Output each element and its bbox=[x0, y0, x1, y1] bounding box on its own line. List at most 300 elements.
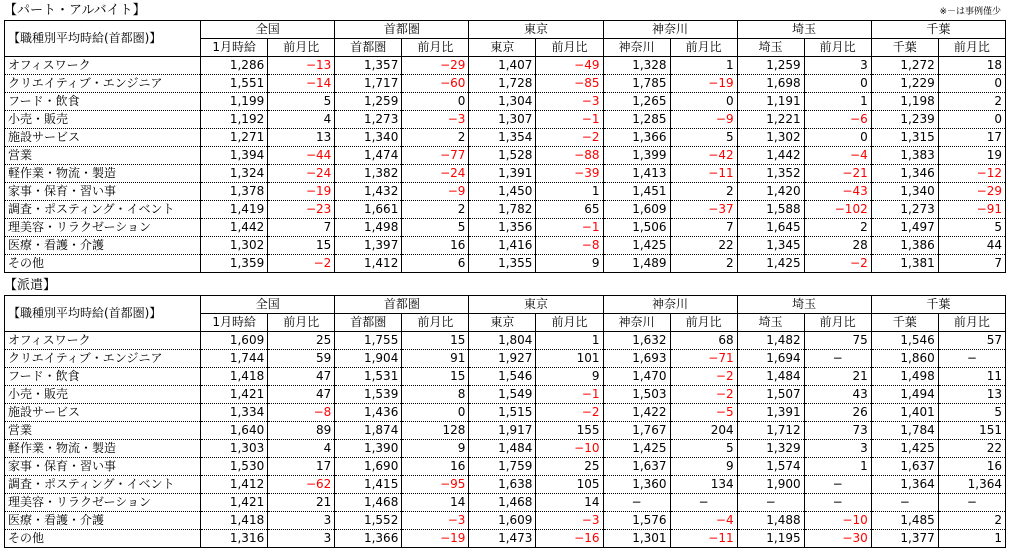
table-row bbox=[5, 57, 1006, 75]
wage-cell: 1,744 bbox=[201, 350, 268, 368]
change-cell: 22 bbox=[938, 440, 1005, 458]
wage-cell: 1,382 bbox=[335, 165, 402, 183]
wage-cell: 1,498 bbox=[871, 368, 938, 386]
category-label: フード・飲食 bbox=[5, 368, 201, 386]
change-cell: 1,364 bbox=[938, 476, 1005, 494]
change-cell: 0 bbox=[938, 111, 1005, 129]
column-subheader: 東京 bbox=[469, 314, 536, 332]
wage-cell: 1,419 bbox=[201, 201, 268, 219]
change-cell: 2 bbox=[804, 219, 871, 237]
change-cell: 0 bbox=[402, 93, 469, 111]
category-label: 理美容・リラクゼーション bbox=[5, 219, 201, 237]
wage-cell: 1,484 bbox=[737, 368, 804, 386]
change-cell: 7 bbox=[670, 219, 737, 237]
wage-cell: 1,383 bbox=[871, 147, 938, 165]
column-subheader: 前月比 bbox=[268, 314, 335, 332]
wage-cell: 1,360 bbox=[603, 476, 670, 494]
change-cell: −62 bbox=[268, 476, 335, 494]
wage-cell: 1,364 bbox=[871, 476, 938, 494]
wage-cell: 1,397 bbox=[335, 237, 402, 255]
change-cell: 1 bbox=[670, 57, 737, 75]
wage-cell: 1,356 bbox=[469, 219, 536, 237]
wage-cell: 1,391 bbox=[737, 404, 804, 422]
change-cell: 2 bbox=[938, 512, 1005, 530]
column-subheader: 埼玉 bbox=[737, 314, 804, 332]
wage-cell: 1,334 bbox=[201, 404, 268, 422]
change-cell: −37 bbox=[670, 201, 737, 219]
column-subheader: 前月比 bbox=[402, 314, 469, 332]
wage-cell: 1,637 bbox=[871, 458, 938, 476]
change-cell: 91 bbox=[402, 350, 469, 368]
change-cell: 101 bbox=[536, 350, 603, 368]
wage-cell: 1,698 bbox=[737, 75, 804, 93]
wage-cell: 1,286 bbox=[201, 57, 268, 75]
region-header: 神奈川 bbox=[603, 21, 737, 39]
wage-cell: 1,355 bbox=[469, 255, 536, 273]
change-cell: −19 bbox=[670, 75, 737, 93]
region-header: 全国 bbox=[201, 21, 335, 39]
wage-cell: 1,860 bbox=[871, 350, 938, 368]
column-subheader: 埼玉 bbox=[737, 39, 804, 57]
wage-cell: 1,412 bbox=[335, 255, 402, 273]
change-cell: 5 bbox=[938, 404, 1005, 422]
change-cell: 17 bbox=[938, 129, 1005, 147]
change-cell: 1 bbox=[804, 93, 871, 111]
region-header: 東京 bbox=[469, 21, 603, 39]
table-row bbox=[5, 147, 1006, 165]
change-cell: 4 bbox=[268, 111, 335, 129]
wage-cell: 1,645 bbox=[737, 219, 804, 237]
wage-cell: 1,609 bbox=[201, 332, 268, 350]
column-subheader: 1月時給 bbox=[201, 39, 268, 57]
change-cell: 5 bbox=[268, 93, 335, 111]
change-cell: 57 bbox=[938, 332, 1005, 350]
column-subheader: 千葉 bbox=[871, 314, 938, 332]
change-cell: 25 bbox=[268, 332, 335, 350]
change-cell: −42 bbox=[670, 147, 737, 165]
region-header: 千葉 bbox=[871, 296, 1005, 314]
wage-cell: 1,494 bbox=[871, 386, 938, 404]
change-cell: −9 bbox=[670, 111, 737, 129]
change-cell: 2 bbox=[670, 255, 737, 273]
wage-cell: 1,316 bbox=[201, 530, 268, 548]
wage-cell: 1,574 bbox=[737, 458, 804, 476]
category-label: 医療・看護・介護 bbox=[5, 237, 201, 255]
wage-table-part bbox=[4, 20, 1006, 273]
wage-cell: − bbox=[603, 494, 670, 512]
wage-cell: 1,390 bbox=[335, 440, 402, 458]
change-cell: −13 bbox=[268, 57, 335, 75]
change-cell: −3 bbox=[402, 111, 469, 129]
change-cell: 5 bbox=[938, 219, 1005, 237]
change-cell: −29 bbox=[938, 183, 1005, 201]
wage-cell: 1,307 bbox=[469, 111, 536, 129]
change-cell: −60 bbox=[402, 75, 469, 93]
category-label: その他 bbox=[5, 255, 201, 273]
wage-cell: 1,401 bbox=[871, 404, 938, 422]
change-cell: 155 bbox=[536, 422, 603, 440]
table-row bbox=[5, 476, 1006, 494]
wage-cell: 1,394 bbox=[201, 147, 268, 165]
wage-cell: 1,485 bbox=[871, 512, 938, 530]
wage-cell: 1,468 bbox=[469, 494, 536, 512]
category-label: 家事・保育・習い事 bbox=[5, 183, 201, 201]
change-cell: 2 bbox=[402, 201, 469, 219]
wage-cell: 1,265 bbox=[603, 93, 670, 111]
change-cell: 3 bbox=[268, 530, 335, 548]
wage-cell: 1,425 bbox=[871, 440, 938, 458]
change-cell: −12 bbox=[938, 165, 1005, 183]
wage-cell: 1,415 bbox=[335, 476, 402, 494]
table-row bbox=[5, 458, 1006, 476]
wage-cell: 1,285 bbox=[603, 111, 670, 129]
change-cell: − bbox=[670, 494, 737, 512]
wage-cell: 1,198 bbox=[871, 93, 938, 111]
category-label: 調査・ポスティング・イベント bbox=[5, 201, 201, 219]
change-cell: −1 bbox=[536, 219, 603, 237]
category-label: フード・飲食 bbox=[5, 93, 201, 111]
note-text: ※－は事例僅少 bbox=[939, 7, 1001, 17]
change-cell: 11 bbox=[938, 368, 1005, 386]
wage-cell: 1,632 bbox=[603, 332, 670, 350]
table-row bbox=[5, 183, 1006, 201]
change-cell: −39 bbox=[536, 165, 603, 183]
wage-cell: − bbox=[737, 494, 804, 512]
change-cell: 9 bbox=[536, 255, 603, 273]
change-cell: −2 bbox=[670, 368, 737, 386]
wage-cell: 1,468 bbox=[335, 494, 402, 512]
change-cell: 26 bbox=[804, 404, 871, 422]
wage-cell: 1,531 bbox=[335, 368, 402, 386]
change-cell: −24 bbox=[402, 165, 469, 183]
region-header: 千葉 bbox=[871, 21, 1005, 39]
wage-cell: 1,609 bbox=[603, 201, 670, 219]
change-cell: 9 bbox=[670, 458, 737, 476]
wage-cell: 1,422 bbox=[603, 404, 670, 422]
wage-cell: 1,450 bbox=[469, 183, 536, 201]
wage-cell: 1,412 bbox=[201, 476, 268, 494]
change-cell: 0 bbox=[938, 75, 1005, 93]
wage-cell: 1,407 bbox=[469, 57, 536, 75]
wage-cell: 1,546 bbox=[871, 332, 938, 350]
change-cell: 16 bbox=[938, 458, 1005, 476]
wage-cell: 1,488 bbox=[737, 512, 804, 530]
change-cell: −8 bbox=[268, 404, 335, 422]
category-label: 営業 bbox=[5, 422, 201, 440]
wage-cell: 1,489 bbox=[603, 255, 670, 273]
column-subheader: 前月比 bbox=[938, 39, 1005, 57]
wage-cell: 1,693 bbox=[603, 350, 670, 368]
wage-cell: 1,576 bbox=[603, 512, 670, 530]
change-cell: −21 bbox=[804, 165, 871, 183]
column-subheader: 神奈川 bbox=[603, 314, 670, 332]
change-cell: 0 bbox=[804, 129, 871, 147]
change-cell: 2 bbox=[670, 183, 737, 201]
change-cell: −6 bbox=[804, 111, 871, 129]
change-cell: 105 bbox=[536, 476, 603, 494]
category-label: クリエイティブ・エンジニア bbox=[5, 350, 201, 368]
change-cell: 17 bbox=[268, 458, 335, 476]
wage-cell: 1,637 bbox=[603, 458, 670, 476]
wage-cell: 1,546 bbox=[469, 368, 536, 386]
wage-cell: 1,473 bbox=[469, 530, 536, 548]
wage-cell: 1,549 bbox=[469, 386, 536, 404]
wage-cell: 1,381 bbox=[871, 255, 938, 273]
wage-cell: 1,421 bbox=[201, 386, 268, 404]
wage-cell: 1,470 bbox=[603, 368, 670, 386]
wage-cell: 1,874 bbox=[335, 422, 402, 440]
wage-cell: 1,418 bbox=[201, 512, 268, 530]
wage-cell: 1,425 bbox=[603, 440, 670, 458]
change-cell: −9 bbox=[402, 183, 469, 201]
wage-cell: 1,273 bbox=[871, 201, 938, 219]
wage-cell: 1,195 bbox=[737, 530, 804, 548]
change-cell: −2 bbox=[536, 404, 603, 422]
change-cell: −8 bbox=[536, 237, 603, 255]
change-cell: 44 bbox=[938, 237, 1005, 255]
change-cell: 14 bbox=[402, 494, 469, 512]
wage-cell: 1,767 bbox=[603, 422, 670, 440]
change-cell: 15 bbox=[402, 332, 469, 350]
change-cell: 75 bbox=[804, 332, 871, 350]
change-cell: −102 bbox=[804, 201, 871, 219]
wage-cell: 1,425 bbox=[603, 237, 670, 255]
change-cell: −91 bbox=[938, 201, 1005, 219]
change-cell: −2 bbox=[536, 129, 603, 147]
change-cell: −10 bbox=[536, 440, 603, 458]
change-cell: 25 bbox=[536, 458, 603, 476]
change-cell: 59 bbox=[268, 350, 335, 368]
region-header: 首都圏 bbox=[335, 296, 469, 314]
column-subheader: 千葉 bbox=[871, 39, 938, 57]
change-cell: 5 bbox=[670, 440, 737, 458]
change-cell: −23 bbox=[268, 201, 335, 219]
wage-cell: 1,728 bbox=[469, 75, 536, 93]
change-cell: −10 bbox=[804, 512, 871, 530]
column-subheader: 前月比 bbox=[804, 314, 871, 332]
change-cell: 1 bbox=[536, 183, 603, 201]
wage-cell: 1,199 bbox=[201, 93, 268, 111]
column-subheader: 1月時給 bbox=[201, 314, 268, 332]
wage-cell: 1,192 bbox=[201, 111, 268, 129]
wage-cell: 1,413 bbox=[603, 165, 670, 183]
table-row bbox=[5, 165, 1006, 183]
wage-cell: 1,239 bbox=[871, 111, 938, 129]
section-title-part: 【パート・アルバイト】 bbox=[4, 3, 146, 18]
category-label: 施設サービス bbox=[5, 129, 201, 147]
wage-cell: 1,497 bbox=[871, 219, 938, 237]
change-cell: −3 bbox=[402, 512, 469, 530]
wage-cell: − bbox=[871, 494, 938, 512]
category-label: 家事・保育・習い事 bbox=[5, 458, 201, 476]
wage-cell: 1,900 bbox=[737, 476, 804, 494]
change-cell: −16 bbox=[536, 530, 603, 548]
wage-cell: 1,191 bbox=[737, 93, 804, 111]
wage-cell: 1,340 bbox=[335, 129, 402, 147]
wage-cell: 1,304 bbox=[469, 93, 536, 111]
change-cell: 43 bbox=[804, 386, 871, 404]
change-cell: 14 bbox=[536, 494, 603, 512]
table-row bbox=[5, 440, 1006, 458]
change-cell: −95 bbox=[402, 476, 469, 494]
change-cell: −44 bbox=[268, 147, 335, 165]
column-subheader: 前月比 bbox=[536, 39, 603, 57]
change-cell: 15 bbox=[268, 237, 335, 255]
region-header: 埼玉 bbox=[737, 21, 871, 39]
wage-table-haken bbox=[4, 295, 1006, 548]
region-header: 首都圏 bbox=[335, 21, 469, 39]
change-cell: 4 bbox=[268, 440, 335, 458]
wage-cell: 1,661 bbox=[335, 201, 402, 219]
wage-cell: 1,640 bbox=[201, 422, 268, 440]
wage-cell: 1,784 bbox=[871, 422, 938, 440]
column-subheader: 前月比 bbox=[804, 39, 871, 57]
wage-cell: 1,507 bbox=[737, 386, 804, 404]
category-label: クリエイティブ・エンジニア bbox=[5, 75, 201, 93]
wage-cell: 1,755 bbox=[335, 332, 402, 350]
category-label: その他 bbox=[5, 530, 201, 548]
change-cell: 8 bbox=[402, 386, 469, 404]
region-header: 全国 bbox=[201, 296, 335, 314]
change-cell: 0 bbox=[670, 93, 737, 111]
change-cell: 6 bbox=[402, 255, 469, 273]
change-cell: 73 bbox=[804, 422, 871, 440]
wage-cell: 1,221 bbox=[737, 111, 804, 129]
column-subheader: 前月比 bbox=[536, 314, 603, 332]
wage-cell: 1,425 bbox=[737, 255, 804, 273]
change-cell: 151 bbox=[938, 422, 1005, 440]
change-cell: 13 bbox=[268, 129, 335, 147]
change-cell: −71 bbox=[670, 350, 737, 368]
region-header: 埼玉 bbox=[737, 296, 871, 314]
wage-cell: 1,271 bbox=[201, 129, 268, 147]
wage-cell: 1,366 bbox=[335, 530, 402, 548]
change-cell: 68 bbox=[670, 332, 737, 350]
wage-cell: 1,328 bbox=[603, 57, 670, 75]
change-cell: −3 bbox=[536, 512, 603, 530]
wage-cell: 1,804 bbox=[469, 332, 536, 350]
table-row bbox=[5, 350, 1006, 368]
wage-cell: 1,917 bbox=[469, 422, 536, 440]
change-cell: −77 bbox=[402, 147, 469, 165]
change-cell: 65 bbox=[536, 201, 603, 219]
change-cell: −2 bbox=[804, 255, 871, 273]
table-row bbox=[5, 422, 1006, 440]
category-label: 調査・ポスティング・イベント bbox=[5, 476, 201, 494]
change-cell: −5 bbox=[670, 404, 737, 422]
change-cell: 28 bbox=[804, 237, 871, 255]
region-header: 神奈川 bbox=[603, 296, 737, 314]
change-cell: 19 bbox=[938, 147, 1005, 165]
wage-cell: 1,451 bbox=[603, 183, 670, 201]
change-cell: −29 bbox=[402, 57, 469, 75]
wage-cell: 1,927 bbox=[469, 350, 536, 368]
wage-cell: 1,530 bbox=[201, 458, 268, 476]
table-corner-label: 【職種別平均時給(首都圏)】 bbox=[5, 21, 201, 57]
change-cell: 204 bbox=[670, 422, 737, 440]
wage-cell: 1,386 bbox=[871, 237, 938, 255]
change-cell: 22 bbox=[670, 237, 737, 255]
wage-cell: 1,690 bbox=[335, 458, 402, 476]
category-label: 施設サービス bbox=[5, 404, 201, 422]
table-row bbox=[5, 129, 1006, 147]
wage-cell: 1,346 bbox=[871, 165, 938, 183]
wage-cell: 1,229 bbox=[871, 75, 938, 93]
change-cell: −49 bbox=[536, 57, 603, 75]
wage-cell: 1,515 bbox=[469, 404, 536, 422]
change-cell: − bbox=[938, 350, 1005, 368]
change-cell: −19 bbox=[268, 183, 335, 201]
change-cell: 1 bbox=[536, 332, 603, 350]
change-cell: −85 bbox=[536, 75, 603, 93]
column-subheader: 首都圏 bbox=[335, 314, 402, 332]
change-cell: 47 bbox=[268, 386, 335, 404]
change-cell: 128 bbox=[402, 422, 469, 440]
category-label: 理美容・リラクゼーション bbox=[5, 494, 201, 512]
change-cell: −2 bbox=[268, 255, 335, 273]
wage-cell: 1,345 bbox=[737, 237, 804, 255]
wage-cell: 1,354 bbox=[469, 129, 536, 147]
wage-cell: 1,420 bbox=[737, 183, 804, 201]
change-cell: 0 bbox=[402, 404, 469, 422]
category-label: 軽作業・物流・製造 bbox=[5, 165, 201, 183]
change-cell: −11 bbox=[670, 530, 737, 548]
category-label: オフィスワーク bbox=[5, 332, 201, 350]
change-cell: 3 bbox=[268, 512, 335, 530]
column-subheader: 前月比 bbox=[938, 314, 1005, 332]
change-cell: −2 bbox=[670, 386, 737, 404]
change-cell: 89 bbox=[268, 422, 335, 440]
change-cell: −19 bbox=[402, 530, 469, 548]
table-row bbox=[5, 494, 1006, 512]
wage-cell: 1,759 bbox=[469, 458, 536, 476]
change-cell: − bbox=[804, 476, 871, 494]
wage-cell: 1,421 bbox=[201, 494, 268, 512]
table-row bbox=[5, 404, 1006, 422]
table-row bbox=[5, 219, 1006, 237]
wage-cell: 1,352 bbox=[737, 165, 804, 183]
change-cell: 3 bbox=[804, 57, 871, 75]
column-subheader: 神奈川 bbox=[603, 39, 670, 57]
change-cell: 5 bbox=[402, 219, 469, 237]
wage-cell: 1,366 bbox=[603, 129, 670, 147]
wage-cell: 1,609 bbox=[469, 512, 536, 530]
wage-cell: 1,528 bbox=[469, 147, 536, 165]
wage-cell: 1,340 bbox=[871, 183, 938, 201]
change-cell: 1 bbox=[938, 530, 1005, 548]
change-cell: 0 bbox=[804, 75, 871, 93]
region-header-row bbox=[5, 296, 1006, 314]
change-cell: −30 bbox=[804, 530, 871, 548]
wage-cell: 1,272 bbox=[871, 57, 938, 75]
table-row bbox=[5, 111, 1006, 129]
wage-cell: 1,436 bbox=[335, 404, 402, 422]
wage-cell: 1,588 bbox=[737, 201, 804, 219]
column-subheader: 首都圏 bbox=[335, 39, 402, 57]
table-row bbox=[5, 332, 1006, 350]
wage-cell: 1,302 bbox=[737, 129, 804, 147]
wage-cell: 1,785 bbox=[603, 75, 670, 93]
change-cell: −11 bbox=[670, 165, 737, 183]
column-subheader: 前月比 bbox=[402, 39, 469, 57]
wage-cell: 1,474 bbox=[335, 147, 402, 165]
change-cell: 2 bbox=[938, 93, 1005, 111]
category-label: 軽作業・物流・製造 bbox=[5, 440, 201, 458]
table-row bbox=[5, 255, 1006, 273]
table-corner-label: 【職種別平均時給(首都圏)】 bbox=[5, 296, 201, 332]
wage-cell: 1,399 bbox=[603, 147, 670, 165]
wage-cell: 1,498 bbox=[335, 219, 402, 237]
